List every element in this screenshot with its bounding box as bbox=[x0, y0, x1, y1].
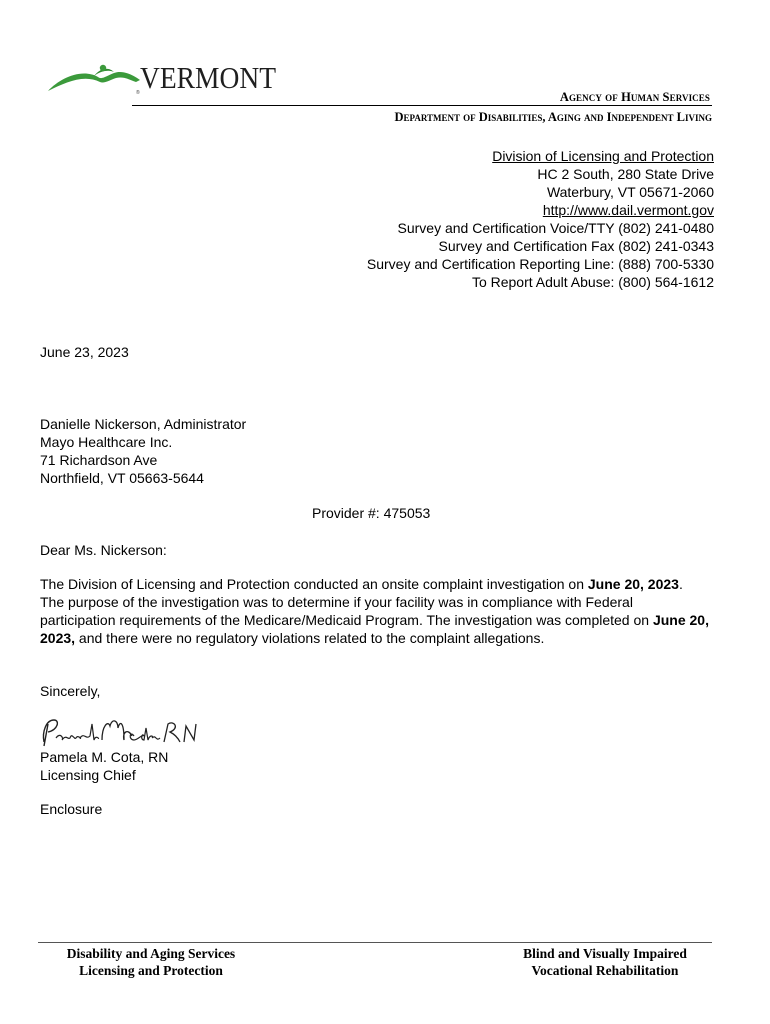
fax-line: Survey and Certification Fax (802) 241-0343 bbox=[438, 238, 714, 254]
logo-state-name: VERMONT bbox=[140, 60, 277, 95]
city-address: Waterbury, VT 05671-2060 bbox=[546, 184, 714, 200]
logo-mountain-swoosh bbox=[48, 72, 140, 91]
recipient-street: 71 Richardson Ave bbox=[40, 452, 158, 468]
logo-registered-mark: ® bbox=[136, 90, 140, 96]
contact-block bbox=[367, 147, 714, 291]
body-text-3: and there were no regulatory violations related to the complaint allegations. bbox=[75, 630, 545, 646]
vermont-logo bbox=[44, 60, 284, 102]
footer-left-line-1: Disability and Aging Services bbox=[66, 946, 236, 961]
closing: Sincerely, bbox=[40, 683, 101, 699]
footer-left bbox=[46, 945, 256, 979]
handwritten-signature bbox=[38, 714, 198, 750]
website-link[interactable]: http://www.dail.vermont.gov bbox=[542, 202, 714, 218]
letter-body bbox=[40, 575, 710, 647]
footer-left-line-2: Licensing and Protection bbox=[79, 963, 223, 978]
footer-right bbox=[500, 945, 710, 979]
completion-date: June 20, 2023, bbox=[40, 612, 709, 646]
voice-tty-line: Survey and Certification Voice/TTY (802) 241-0480 bbox=[397, 220, 714, 236]
footer-divider bbox=[38, 942, 712, 943]
logo-sun bbox=[100, 65, 106, 71]
recipient-city: Northfield, VT 05663-5644 bbox=[40, 470, 204, 486]
recipient-organization: Mayo Healthcare Inc. bbox=[40, 434, 173, 450]
letter-date: June 23, 2023 bbox=[40, 344, 129, 360]
department-name: Department of Disabilities, Aging and Independent Living bbox=[394, 110, 712, 124]
division-name: Division of Licensing and Protection bbox=[492, 148, 714, 164]
reporting-line: Survey and Certification Reporting Line: (888) 700-5330 bbox=[366, 256, 714, 272]
investigation-date: June 20, 2023 bbox=[587, 576, 679, 592]
body-text-2: . The purpose of the investigation was to determine if your facility was in compliance with Federal participation requirements of the Medicare/Medicaid Program. The investigation was completed on bbox=[40, 576, 683, 628]
signer-name: Pamela M. Cota, RN bbox=[40, 749, 169, 765]
enclosure-note: Enclosure bbox=[40, 801, 103, 817]
salutation: Dear Ms. Nickerson: bbox=[40, 542, 167, 558]
street-address: HC 2 South, 280 State Drive bbox=[537, 166, 714, 182]
signer-title: Licensing Chief bbox=[40, 767, 136, 783]
abuse-line: To Report Adult Abuse: (800) 564-1612 bbox=[471, 274, 714, 290]
letterhead-divider bbox=[132, 105, 712, 106]
signer-block bbox=[40, 748, 168, 784]
footer-right-line-2: Vocational Rehabilitation bbox=[531, 963, 679, 978]
footer-right-line-1: Blind and Visually Impaired bbox=[523, 946, 687, 961]
provider-number: Provider #: 475053 bbox=[312, 505, 431, 521]
recipient-name: Danielle Nickerson, Administrator bbox=[40, 416, 247, 432]
agency-name: Agency of Human Services bbox=[559, 90, 710, 104]
body-text-1: The Division of Licensing and Protection conducted an onsite complaint investigation on bbox=[40, 576, 588, 592]
recipient-address bbox=[40, 415, 246, 487]
